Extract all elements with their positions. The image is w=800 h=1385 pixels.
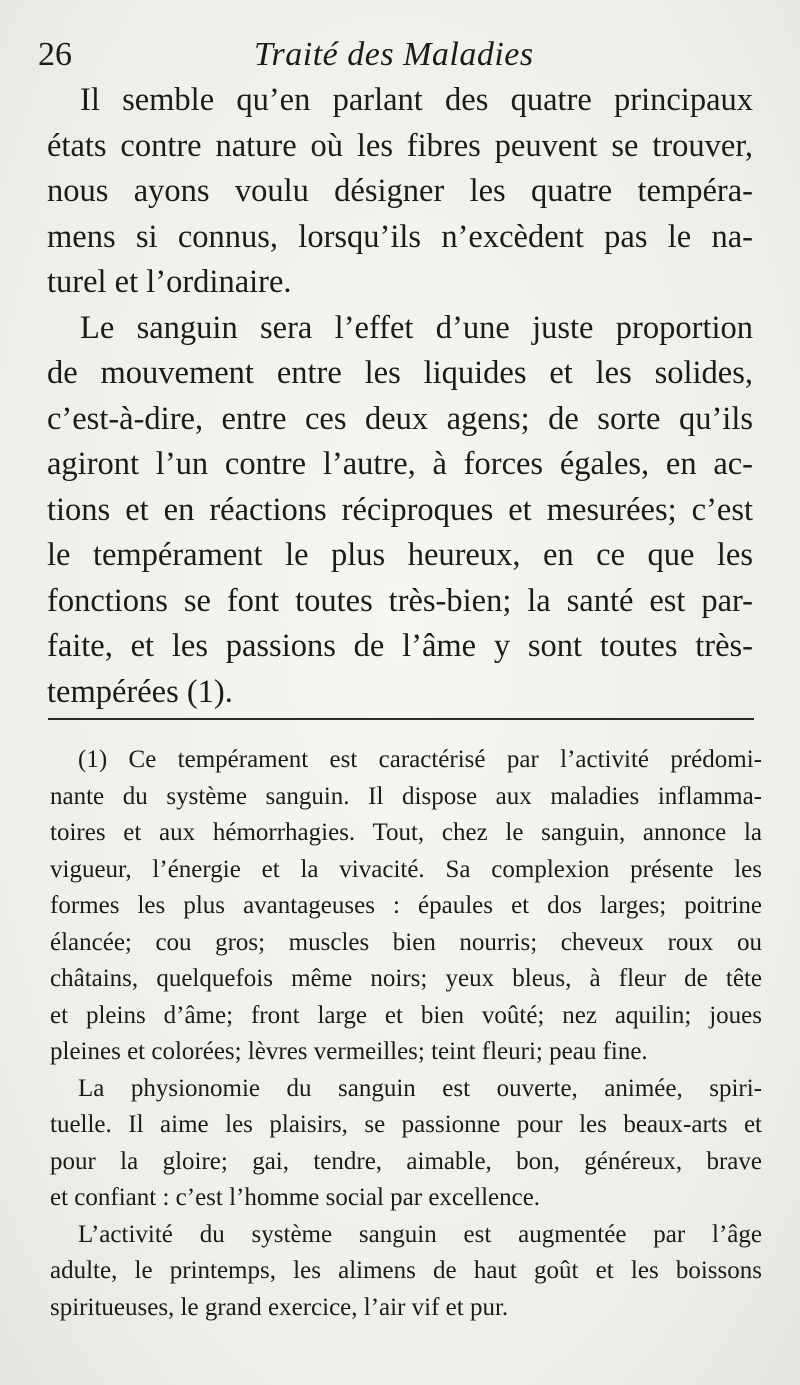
footnote-line: nante du système sanguin. Il dispose aux maladies inflamma- <box>50 782 762 810</box>
footnote-line: pour la gloire; gai, tendre, aimable, bon, généreux, brave <box>50 1147 762 1175</box>
text-line: tions et en réactions réciproques et mesurées; c’est <box>47 491 753 528</box>
footnote-line: et confiant : c’est l’homme social par excellence. <box>50 1184 541 1211</box>
text-line: le tempérament le plus heureux, en ce que les <box>47 537 753 573</box>
footnote-line: vigueur, l’énergie et la vivacité. Sa complexion présente les <box>50 855 762 883</box>
text-line: tempérées (1). <box>47 673 233 710</box>
text-line: turel et l’ordinaire. <box>47 264 292 300</box>
text-line: états contre nature où les fibres peuvent se trouver, <box>47 127 753 164</box>
footnote-line: toires et aux hémorrhagies. Tout, chez le sanguin, annonce la <box>50 819 762 846</box>
text-line: faite, et les passions de l’âme y sont toutes très- <box>47 628 753 664</box>
text-line: fonctions se font toutes très-bien; la santé est par- <box>47 582 753 619</box>
footnote-line: châtains, quelquefois même noirs; yeux bleus, à fleur de tête <box>50 965 762 992</box>
footnote-line: adulte, le printemps, les alimens de haut goût et les boissons <box>50 1257 762 1284</box>
main-text <box>47 78 753 715</box>
footnote-line: et pleins d’âme; front large et bien voûté; nez aquilin; joues <box>50 1001 762 1029</box>
footnote-line: spiritueuses, le grand exercice, l’air vif et pur. <box>50 1293 509 1321</box>
text-line: nous ayons voulu désigner les quatre tempéra- <box>47 173 753 209</box>
footnote-line: tuelle. Il aime les plaisirs, se passionne pour les beaux-arts et <box>50 1111 762 1138</box>
running-title: Traité des Maladies <box>254 36 534 73</box>
footnote-line: (1) Ce tempérament est caractérisé par l’activité prédomi- <box>78 746 762 773</box>
text-line: de mouvement entre les liquides et les solides, <box>47 355 753 391</box>
page-number: 26 <box>38 36 72 73</box>
text-line: Il semble qu’en parlant des quatre principaux <box>80 82 753 118</box>
footnote-separator <box>48 718 754 720</box>
text-line: agiront l’un contre l’autre, à forces égales, en ac- <box>47 446 753 482</box>
text-line: Le sanguin sera l’effet d’une juste proportion <box>80 309 753 346</box>
page-header <box>38 34 758 80</box>
text-line: mens si connus, lorsqu’ils n’excèdent pas le na- <box>47 218 753 255</box>
footnote-line: formes les plus avantageuses : épaules et dos larges; poitrine <box>50 892 762 919</box>
text-line: c’est-à-dire, entre ces deux agens; de sorte qu’ils <box>47 400 753 437</box>
footnote-line: La physionomie du sanguin est ouverte, animée, spiri- <box>78 1074 762 1102</box>
footnote-line: élancée; cou gros; muscles bien nourris; cheveux roux ou <box>50 928 762 956</box>
footnote-line: L’activité du système sanguin est augmentée par l’âge <box>78 1220 762 1248</box>
footnote <box>50 742 762 1326</box>
footnote-line: pleines et colorées; lèvres vermeilles; teint fleuri; peau fine. <box>50 1038 648 1065</box>
